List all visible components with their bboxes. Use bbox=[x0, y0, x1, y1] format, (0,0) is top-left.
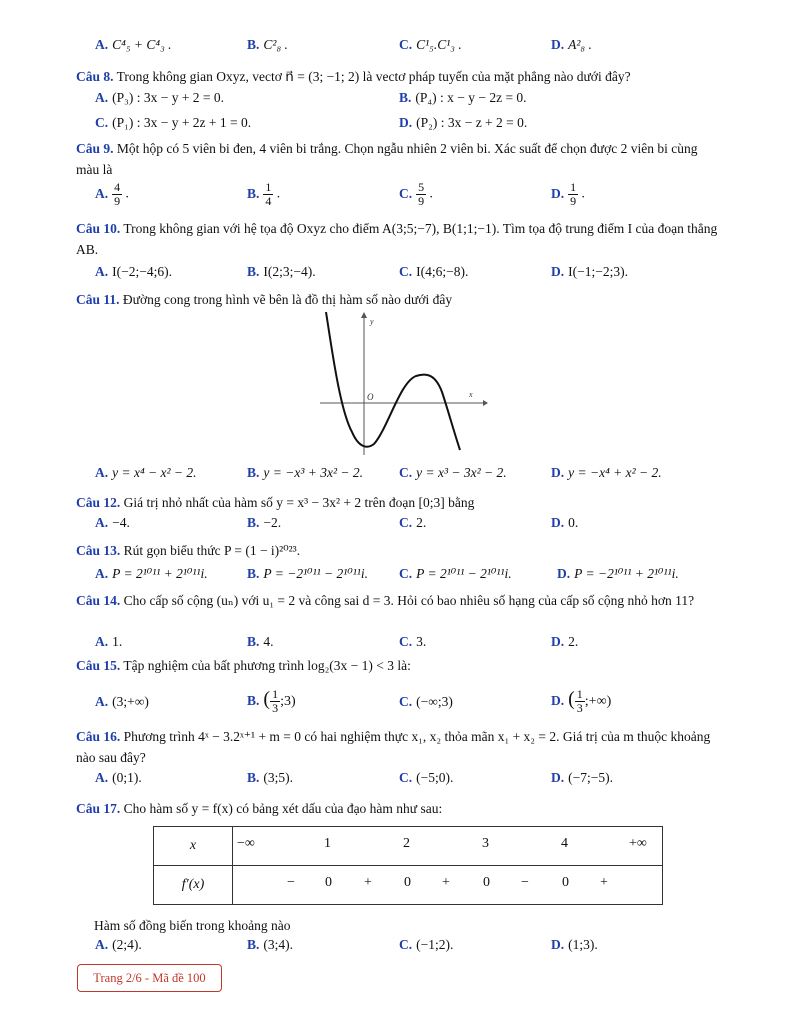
x-value: 3 bbox=[482, 836, 489, 851]
y-axis-label: y bbox=[370, 317, 374, 326]
q7-options bbox=[0, 37, 792, 59]
sign-table bbox=[153, 826, 663, 905]
q15-options bbox=[0, 688, 792, 720]
q15-option-b[interactable]: B. ( $\frac{1}{3}$ ;3) bbox=[247, 687, 296, 716]
q12-option-a[interactable]: A. −4. bbox=[95, 515, 130, 530]
q12-option-c[interactable]: C. 2. bbox=[399, 515, 427, 530]
q17-stem: Câu 17. Cho hàm số y = f(x) có bảng xét dấu của đạo hàm như sau: bbox=[76, 801, 443, 816]
q8-options-row1 bbox=[0, 90, 792, 112]
q16-options bbox=[0, 770, 792, 792]
q11-option-d[interactable]: D. y = −x⁴ + x² − 2. bbox=[551, 465, 662, 480]
q13-option-c[interactable]: C. P = 2¹⁰¹¹ − 2¹⁰¹¹i. bbox=[399, 566, 512, 581]
q14-option-d[interactable]: D. 2. bbox=[551, 634, 579, 649]
q17-after-text: Hàm số đồng biến trong khoảng nào bbox=[94, 918, 291, 933]
q13-stem: Câu 13. Rút gọn biểu thức P = (1 − i)²⁰²³. bbox=[76, 543, 301, 558]
sign-table-x-label: x bbox=[154, 827, 233, 866]
sign-value: 0 bbox=[404, 875, 411, 890]
q13-option-b[interactable]: B. P = −2¹⁰¹¹ − 2¹⁰¹¹i. bbox=[247, 566, 368, 581]
x-value: +∞ bbox=[629, 836, 647, 851]
sign-value: + bbox=[364, 875, 372, 890]
q15-option-a[interactable]: A. (3;+∞) bbox=[95, 694, 149, 709]
x-value: 2 bbox=[403, 836, 410, 851]
sign-table-derivative-row bbox=[154, 866, 663, 905]
q12-options bbox=[0, 515, 792, 537]
q9-option-d[interactable]: D. $\frac{1}{9}$ . bbox=[551, 180, 585, 208]
q17-option-d[interactable]: D. (1;3). bbox=[551, 937, 598, 952]
q9-option-b[interactable]: B. $\frac{1}{4}$ . bbox=[247, 180, 281, 208]
fraction: $\frac{1}{4}$ bbox=[265, 180, 272, 208]
fraction: $\frac{4}{9}$ bbox=[114, 180, 121, 208]
sign-table-x-values bbox=[233, 827, 663, 866]
q13-option-a[interactable]: A. P = 2¹⁰¹¹ + 2¹⁰¹¹i. bbox=[95, 566, 208, 581]
q14-option-c[interactable]: C. 3. bbox=[399, 634, 427, 649]
q8-stem: Câu 8. Trong không gian Oxyz, vectơ n⃗ = (3; −1; 2) là vectơ pháp tuyến của mặt phẳng nào dưới đây? bbox=[76, 69, 631, 84]
sign-value: + bbox=[600, 875, 608, 890]
q9-option-c[interactable]: C. $\frac{5}{9}$ . bbox=[399, 180, 433, 208]
q10-stem: Câu 10. Trong không gian với hệ tọa độ Oxyz cho điểm A(3;5;−7), B(1;1;−1). Tìm tọa độ trung điểm I của đoạn thẳng AB. bbox=[76, 221, 718, 257]
q15-stem: Câu 15. Tập nghiệm của bất phương trình log₂(3x − 1) < 3 là: bbox=[76, 658, 411, 673]
sign-value: 0 bbox=[562, 875, 569, 890]
q12-option-b[interactable]: B. −2. bbox=[247, 515, 282, 530]
q11-option-a[interactable]: A. y = x⁴ − x² − 2. bbox=[95, 465, 197, 480]
q17-option-a[interactable]: A. (2;4). bbox=[95, 937, 142, 952]
sign-table-signs bbox=[233, 866, 663, 905]
q13-option-d[interactable]: D. P = −2¹⁰¹¹ + 2¹⁰¹¹i. bbox=[557, 566, 679, 581]
q9-stem: Câu 9. Một hộp có 5 viên bi đen, 4 viên bi trắng. Chọn ngẫu nhiên 2 viên bi. Xác suất để chọn được 2 viên bi cùng màu là bbox=[76, 141, 698, 177]
sign-value: 0 bbox=[483, 875, 490, 890]
q12-option-d[interactable]: D. 0. bbox=[551, 515, 579, 530]
q17-options bbox=[0, 937, 792, 959]
q17-option-c[interactable]: C. (−1;2). bbox=[399, 937, 454, 952]
origin-label: O bbox=[367, 392, 374, 402]
q7-option-d[interactable]: D. A²₈ . bbox=[551, 37, 592, 52]
curve bbox=[326, 312, 460, 450]
q12-stem: Câu 12. Giá trị nhỏ nhất của hàm số y = x³ − 3x² + 2 trên đoạn [0;3] bằng bbox=[76, 495, 475, 510]
sign-value: + bbox=[442, 875, 450, 890]
q13-options bbox=[0, 566, 792, 588]
q10-options bbox=[0, 264, 792, 286]
q16-option-b[interactable]: B. (3;5). bbox=[247, 770, 294, 785]
sign-value: 0 bbox=[325, 875, 332, 890]
q7-option-a[interactable]: A. C⁴₅ + C⁴₃ . bbox=[95, 37, 172, 52]
y-axis-arrow-icon bbox=[361, 312, 367, 318]
q11-graph bbox=[318, 310, 488, 460]
q14-option-b[interactable]: B. 4. bbox=[247, 634, 274, 649]
q16-option-c[interactable]: C. (−5;0). bbox=[399, 770, 454, 785]
q8-options-row2 bbox=[0, 115, 792, 137]
q16-option-a[interactable]: A. (0;1). bbox=[95, 770, 142, 785]
q10-option-d[interactable]: D. I(−1;−2;3). bbox=[551, 264, 628, 279]
sign-value: − bbox=[287, 875, 295, 890]
x-axis-arrow-icon bbox=[483, 400, 488, 406]
sign-table-derivative-label: f′(x) bbox=[154, 866, 233, 905]
q14-option-a[interactable]: A. 1. bbox=[95, 634, 123, 649]
q11-stem: Câu 11. Đường cong trong hình vẽ bên là đồ thị hàm số nào dưới đây bbox=[76, 292, 453, 307]
fraction: $\frac{5}{9}$ bbox=[418, 180, 425, 208]
q15-option-c[interactable]: C. (−∞;3) bbox=[399, 694, 453, 709]
q8-option-b[interactable]: B. (P₄) : x − y − 2z = 0. bbox=[399, 90, 527, 105]
q7-option-c[interactable]: C. C¹₅.C¹₃ . bbox=[399, 37, 462, 52]
q8-option-a[interactable]: A. (P₃) : 3x − y + 2 = 0. bbox=[95, 90, 225, 105]
x-value: 1 bbox=[324, 836, 331, 851]
sign-table-x-row bbox=[154, 827, 663, 866]
q8-option-c[interactable]: C. (P₁) : 3x − y + 2z + 1 = 0. bbox=[95, 115, 252, 130]
q11-option-b[interactable]: B. y = −x³ + 3x² − 2. bbox=[247, 465, 364, 480]
q16-option-d[interactable]: D. (−7;−5). bbox=[551, 770, 613, 785]
q9-option-a[interactable]: A. $\frac{4}{9}$ . bbox=[95, 180, 129, 208]
q10-option-c[interactable]: C. I(4;6;−8). bbox=[399, 264, 469, 279]
q10-option-a[interactable]: A. I(−2;−4;6). bbox=[95, 264, 172, 279]
sign-value: − bbox=[521, 875, 529, 890]
q17-option-b[interactable]: B. (3;4). bbox=[247, 937, 294, 952]
q9-options bbox=[0, 181, 792, 213]
q14-stem: Câu 14. Cho cấp số cộng (uₙ) với u₁ = 2 và công sai d = 3. Hỏi có bao nhiêu số hạng của cấp số cộng nhỏ hơn 11? bbox=[76, 593, 695, 608]
q15-option-d[interactable]: D. ( $\frac{1}{3}$ ;+∞) bbox=[551, 687, 612, 716]
q11-options bbox=[0, 465, 792, 487]
q16-stem: Câu 16. Phương trình 4ˣ − 3.2ˣ⁺¹ + m = 0 có hai nghiệm thực x₁, x₂ thỏa mãn x₁ + x₂ = 2. Giá trị của m thuộc khoảng nào sau đây? bbox=[76, 729, 711, 765]
q10-option-b[interactable]: B. I(2;3;−4). bbox=[247, 264, 316, 279]
x-value: −∞ bbox=[237, 836, 255, 851]
fraction: $\frac{1}{3}$ bbox=[272, 687, 279, 716]
q8-option-d[interactable]: D. (P₂) : 3x − z + 2 = 0. bbox=[399, 115, 528, 130]
fraction: $\frac{1}{9}$ bbox=[570, 180, 577, 208]
q14-options bbox=[0, 634, 792, 656]
x-value: 4 bbox=[561, 836, 568, 851]
q11-option-c[interactable]: C. y = x³ − 3x² − 2. bbox=[399, 465, 507, 480]
fraction: $\frac{1}{3}$ bbox=[576, 687, 583, 716]
x-axis-label: x bbox=[469, 390, 473, 399]
page-footer: Trang 2/6 - Mã đề 100 bbox=[77, 964, 222, 992]
q7-option-b[interactable]: B. C²₈ . bbox=[247, 37, 288, 52]
